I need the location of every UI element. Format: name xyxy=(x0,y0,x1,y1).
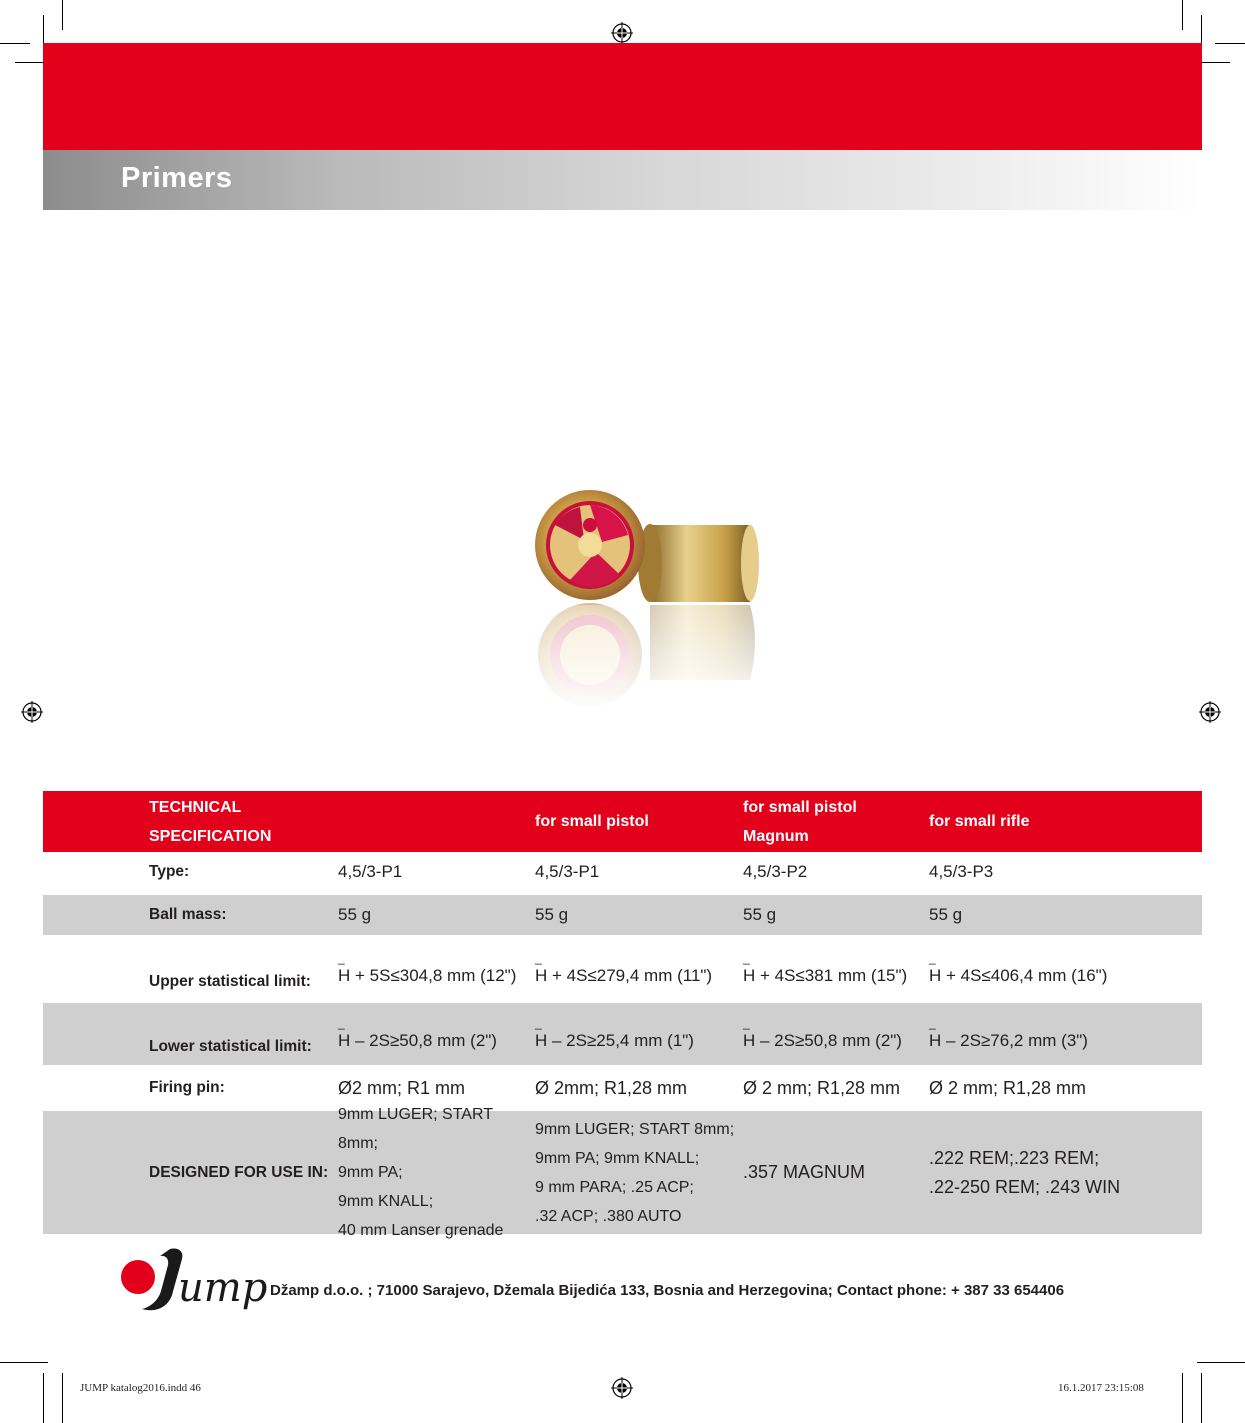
header-cell-4 xyxy=(929,791,1189,852)
cell-text: H + 4S≤406,4 mm (16") xyxy=(929,966,1108,985)
table-cell: 55 g xyxy=(535,905,569,924)
header-cell-3 xyxy=(743,791,928,852)
mean-bar: _ xyxy=(535,951,542,965)
cell-line: .32 ACP; .380 AUTO xyxy=(535,1207,682,1225)
page-title: Primers xyxy=(121,162,233,194)
cell-text: H – 2S≥25,4 mm (1") xyxy=(535,1031,694,1050)
crop-mark xyxy=(62,1373,63,1423)
row-label: Firing pin: xyxy=(149,1079,225,1096)
table-cell: 55 g xyxy=(743,905,777,924)
cell-line: 9mm KNALL; xyxy=(338,1193,434,1210)
table-cell: 4,5/3-P1 xyxy=(535,862,600,881)
crop-mark xyxy=(1201,1373,1202,1423)
cell-text: H – 2S≥50,8 mm (2") xyxy=(338,1031,497,1050)
table-cell xyxy=(929,1111,1189,1234)
header-col3-line: for small pistol xyxy=(743,798,857,816)
table-cell: Ø 2 mm; R1,28 mm xyxy=(929,1077,1087,1098)
header-cell-label xyxy=(149,791,334,852)
table-cell xyxy=(535,1111,740,1234)
table-cell xyxy=(338,938,533,1000)
header-cell-4-text: for small rifle xyxy=(929,813,1030,830)
row-label: Ball mass: xyxy=(149,906,227,923)
registration-mark-icon xyxy=(1199,701,1221,723)
table-cell xyxy=(535,1003,740,1065)
table-cell: 4,5/3-P2 xyxy=(743,862,808,881)
table-row xyxy=(43,895,1202,935)
crop-mark xyxy=(1182,1373,1183,1423)
table-row xyxy=(43,1106,1202,1239)
cell-line: .357 MAGNUM xyxy=(743,1162,866,1182)
cell-line: 9 mm PARA; .25 ACP; xyxy=(535,1178,694,1196)
registration-mark-icon xyxy=(21,701,43,723)
slug-datetime: 16.1.2017 23:15:08 xyxy=(1058,1382,1144,1394)
row-label: Type: xyxy=(149,863,190,880)
primers-photo xyxy=(510,480,790,710)
table-cell: 55 g xyxy=(929,905,963,924)
row-label: Lower statistical limit: xyxy=(149,1038,312,1055)
mean-bar: _ xyxy=(338,951,345,965)
table-cell: Ø 2mm; R1,28 mm xyxy=(535,1077,688,1098)
header-cell-2-text: for small pistol xyxy=(535,813,649,830)
cell-text: H + 5S≤304,8 mm (12") xyxy=(338,966,517,985)
row-label: Upper statistical limit: xyxy=(149,973,311,990)
crop-mark xyxy=(0,1362,48,1363)
mean-bar: _ xyxy=(338,1016,345,1030)
table-cell xyxy=(929,938,1189,1000)
table-cell xyxy=(338,1003,533,1065)
mean-bar: _ xyxy=(743,1016,750,1030)
title-band xyxy=(43,150,1202,210)
table-cell xyxy=(743,1003,928,1065)
cell-line: .22-250 REM; .243 WIN xyxy=(929,1176,1121,1197)
cell-line: 9mm LUGER; START 8mm; xyxy=(338,1106,493,1152)
crop-mark xyxy=(1215,43,1245,44)
table-cell xyxy=(535,938,740,1000)
cell-line: .222 REM;.223 REM; xyxy=(929,1147,1100,1168)
slug-file: JUMP katalog2016.indd 46 xyxy=(80,1382,201,1394)
mean-bar: _ xyxy=(929,951,936,965)
header-cell-2 xyxy=(535,791,740,852)
crop-mark xyxy=(1182,0,1183,30)
cell-line: 9mm LUGER; START 8mm; xyxy=(535,1120,735,1138)
row-label: DESIGNED FOR USE IN: xyxy=(149,1163,329,1181)
registration-mark-icon xyxy=(611,22,633,44)
cell-text: H + 4S≤279,4 mm (11") xyxy=(535,966,713,985)
table-header-row xyxy=(43,791,1202,852)
table-cell: 4,5/3-P3 xyxy=(929,862,994,881)
header-col3-line: Magnum xyxy=(743,827,809,845)
crop-mark xyxy=(62,0,63,30)
mean-bar: _ xyxy=(743,951,750,965)
header-label-line: SPECIFICATION xyxy=(149,827,272,845)
table-cell xyxy=(743,1111,928,1234)
cell-line: 9mm PA; 9mm KNALL; xyxy=(535,1149,700,1167)
header-label-line: TECHNICAL xyxy=(149,798,242,816)
table-row xyxy=(43,852,1202,892)
table-row xyxy=(43,1003,1202,1065)
header-red-band xyxy=(43,43,1202,150)
table-row xyxy=(43,1068,1202,1108)
table-cell: 55 g xyxy=(338,905,372,924)
crop-mark xyxy=(0,43,30,44)
crop-mark xyxy=(43,1373,44,1423)
mean-bar: _ xyxy=(535,1016,542,1030)
cell-text: H – 2S≥50,8 mm (2") xyxy=(743,1031,902,1050)
cell-text: H – 2S≥76,2 mm (3") xyxy=(929,1031,1088,1050)
table-row xyxy=(43,938,1202,1000)
table-cell: 4,5/3-P1 xyxy=(338,862,403,881)
table-cell xyxy=(743,938,928,1000)
table-cell xyxy=(338,1106,533,1239)
jump-logo xyxy=(118,1243,268,1315)
cell-line: 9mm PA; xyxy=(338,1164,403,1181)
svg-text:ump: ump xyxy=(178,1265,268,1311)
table-cell xyxy=(929,1003,1189,1065)
table-cell: Ø 2 mm; R1,28 mm xyxy=(743,1077,901,1098)
registration-mark-icon xyxy=(611,1377,633,1399)
footer-contact: Džamp d.o.o. ; 71000 Sarajevo, Džemala Bijedića 133, Bosnia and Herzegovina; Contact phone: + 387 33 654406 xyxy=(270,1282,1065,1299)
crop-mark xyxy=(1197,1362,1245,1363)
mean-bar: _ xyxy=(929,1016,936,1030)
cell-text: H + 4S≤381 mm (15") xyxy=(743,966,908,985)
spec-table xyxy=(43,791,1202,1239)
cell-line: 40 mm Lanser grenade xyxy=(338,1222,504,1239)
table-cell: Ø2 mm; R1 mm xyxy=(338,1077,466,1098)
header-cell-1 xyxy=(338,791,533,852)
